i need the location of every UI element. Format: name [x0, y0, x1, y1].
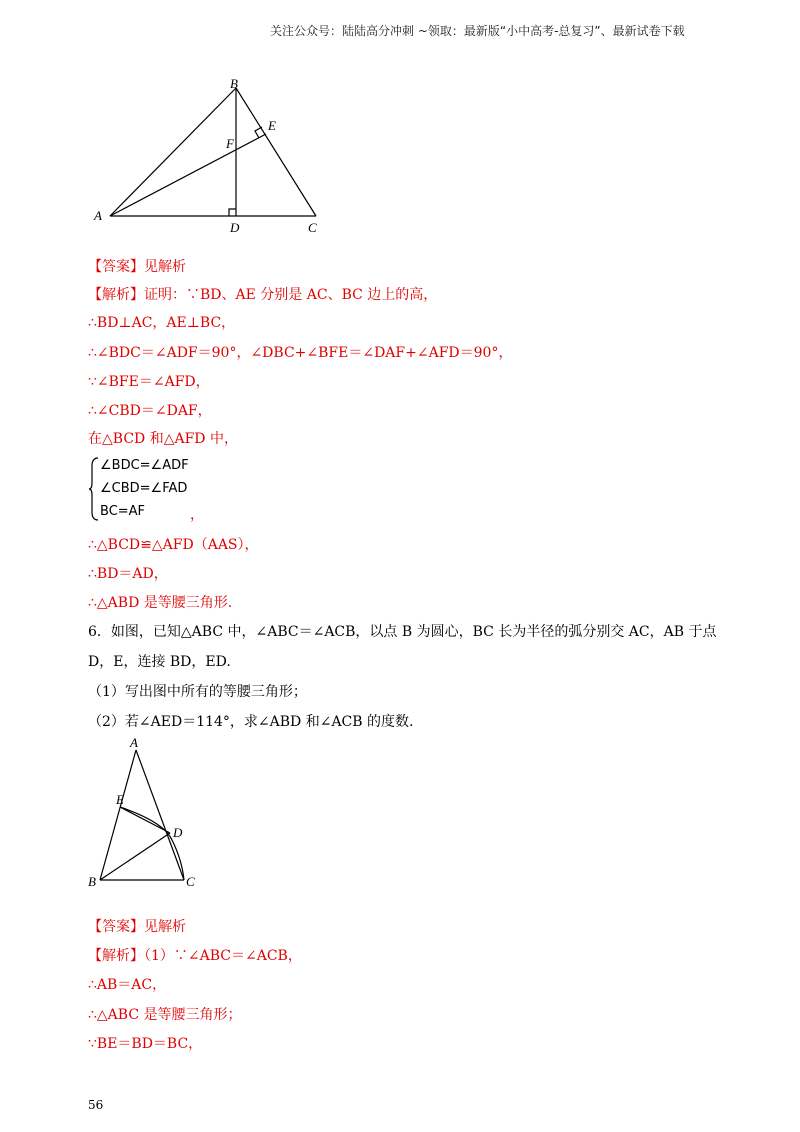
- solution-1-line-8: ∴BD＝AD，: [88, 566, 168, 582]
- triangle-figure-1: [88, 76, 328, 236]
- page-header: 关注公众号：陆陆高分冲刺 ~领取：最新版“小中高考-总复习”、最新试卷下载: [270, 24, 685, 38]
- solution-2-line-4: ∵BE＝BD＝BC，: [88, 1036, 203, 1052]
- solution-1-line-2: ∴BD⊥AC，AE⊥BC，: [88, 315, 236, 331]
- solution-1-line-3: ∴∠BDC＝∠ADF＝90°，∠DBC+∠BFE＝∠DAF+∠AFD＝90°，: [88, 345, 513, 361]
- solution-1-line-5: ∴∠CBD＝∠DAF，: [88, 403, 212, 419]
- label-e: E: [268, 118, 276, 133]
- label-d: D: [230, 220, 240, 235]
- system-row-3: BC=AF: [100, 504, 146, 519]
- segment-ab: [110, 88, 236, 216]
- arc-ec: [120, 807, 184, 880]
- label-b: B: [230, 76, 238, 91]
- label-a: A: [130, 736, 138, 750]
- label-a: A: [94, 208, 102, 223]
- segment-ae: [110, 134, 266, 216]
- segment-bc: [236, 88, 316, 216]
- label-c: C: [186, 874, 195, 889]
- equation-system: [88, 456, 228, 522]
- system-comma: ，: [190, 507, 204, 523]
- segment-ed: [120, 807, 170, 833]
- problem-6-line-2: D，E，连接 BD，ED.: [88, 654, 231, 670]
- label-e: E: [116, 792, 124, 807]
- solution-1-line-1: 【解析】证明：∵BD、AE 分别是 AC、BC 边上的高，: [88, 287, 438, 303]
- segment-ab: [100, 750, 136, 880]
- solution-1-line-4: ∵∠BFE＝∠AFD，: [88, 374, 210, 390]
- solution-1-line-6: 在△BCD 和△AFD 中，: [88, 431, 238, 447]
- system-row-2: ∠CBD=∠FAD: [100, 481, 188, 496]
- solution-2-line-2: ∴AB＝AC，: [88, 977, 167, 993]
- solution-2-line-1: 【解析】（1）∵∠ABC＝∠ACB，: [88, 948, 302, 964]
- brace-icon: [88, 456, 100, 522]
- page-number: 56: [88, 1098, 104, 1112]
- solution-1-line-9: ∴△ABD 是等腰三角形.: [88, 595, 233, 611]
- problem-6-question-2: （2）若∠AED＝114°，求∠ABD 和∠ACB 的度数.: [88, 714, 414, 730]
- label-b: B: [88, 874, 96, 889]
- label-f: F: [226, 136, 234, 151]
- label-d: D: [173, 825, 183, 840]
- solution-1-line-7: ∴△BCD≌△AFD（AAS），: [88, 537, 259, 553]
- problem-6-question-1: （1）写出图中所有的等腰三角形；: [88, 684, 307, 700]
- segment-ac: [136, 750, 184, 880]
- solution-2-line-3: ∴△ABC 是等腰三角形；: [88, 1007, 242, 1023]
- right-angle-mark-d: [229, 209, 236, 216]
- answer-1: 【答案】见解析: [88, 259, 186, 275]
- problem-6-line-1: 6．如图，已知△ABC 中，∠ABC＝∠ACB，以点 B 为圆心，BC 长为半径的弧分别交 AC，AB 于点: [88, 624, 717, 640]
- system-row-1: ∠BDC=∠ADF: [100, 458, 189, 473]
- triangle-figure-2: [86, 736, 216, 892]
- answer-2: 【答案】见解析: [88, 919, 186, 935]
- label-c: C: [308, 220, 317, 235]
